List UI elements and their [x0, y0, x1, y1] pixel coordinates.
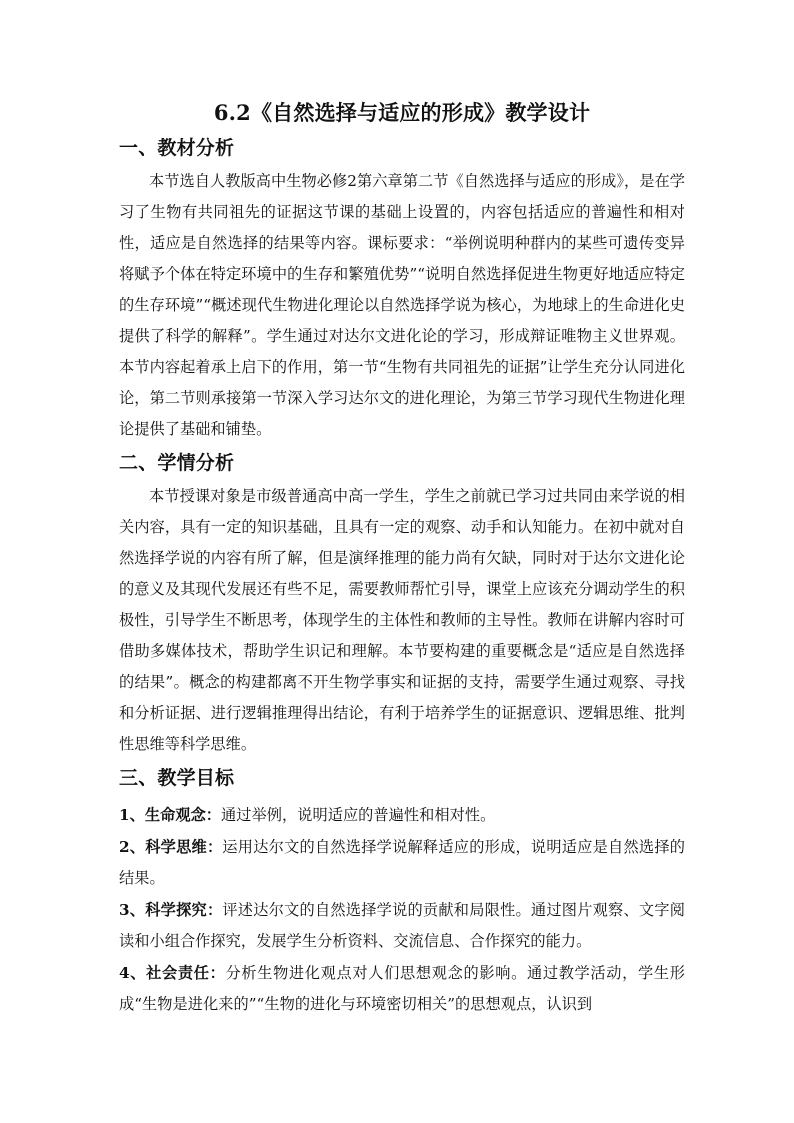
- goal-text: 评述达尔文的自然选择学说的贡献和局限性。通过图片观察、文字阅读和小组合作探究，发展学生分析资料、交流信息、合作探究的能力。: [119, 900, 686, 950]
- teaching-goals-list: [119, 800, 685, 1021]
- goal-label: 3、科学探究：: [119, 900, 223, 919]
- goal-text: 通过举例，说明适应的普遍性和相对性。: [221, 806, 496, 824]
- document-content: [119, 96, 685, 1021]
- student-analysis-paragraph: 本节授课对象是市级普通高中高一学生，学生之前就已学习过共同由来学说的相关内容，具有一定的知识基础，且具有一定的观察、动手和认知能力。在初中就对自然选择学说的内容有所了解，但是演绎推理的能力尚有欠缺，同时对于达尔文进化论的意义及其现代发展还有些不足，需要教师帮忙引导，课堂上应该充分调动学生的积极性，引导学生不断思考，体现学生的主体性和教师的主导性。教师在讲解内容时可借助多媒体技术，帮助学生识记和理解。本节要构建的重要概念是“适应是自然选择的结果”。概念的构建都离不开生物学事实和证据的支持，需要学生通过观察、寻找和分析证据、进行逻辑推理得出结论，有利于培养学生的证据意识、逻辑思维、批判性思维等科学思维。: [119, 487, 685, 753]
- textbook-analysis-paragraph: 本节选自人教版高中生物必修2第六章第二节《自然选择与适应的形成》，是在学习了生物有共同祖先的证据这节课的基础上设置的，内容包括适应的普遍性和相对性，适应是自然选择的结果等内容。课标要求：“举例说明种群内的某些可遗传变异将赋予个体在特定环境中的生存和繁殖优势”“说明自然选择促进生物更好地适应特定的生存环境”“概述现代生物进化理论以自然选择学说为核心，为地球上的生命进化史提供了科学的解释”。学生通过对达尔文进化论的学习，形成辩证唯物主义世界观。本节内容起着承上启下的作用，第一节“生物有共同祖先的证据”让学生充分认同进化论，第二节则承接第一节深入学习达尔文的进化理论，为第三节学习现代生物进化理论提供了基础和铺垫。: [119, 172, 685, 438]
- goal-item-scientific-inquiry: [119, 895, 685, 958]
- section-heading-teaching-goals: 三、教学目标: [119, 767, 235, 789]
- goal-label: 2、科学思维：: [119, 837, 223, 856]
- goal-text: 分析生物进化观点对人们思想观念的影响。通过教学活动，学生形成“生物是进化来的”“生物的进化与环境密切相关”的思想观点，认识到: [119, 963, 686, 1013]
- page-title: 6.2《自然选择与适应的形成》教学设计: [213, 100, 591, 125]
- goal-label: 1、生命观念：: [119, 806, 222, 824]
- section-heading-textbook-analysis: 一、教材分析: [119, 137, 235, 159]
- goal-text: 运用达尔文的自然选择学说解释适应的形成，说明适应是自然选择的结果。: [119, 837, 686, 887]
- goal-item-social-responsibility: [119, 958, 685, 1021]
- goal-item-scientific-thinking: [119, 832, 685, 895]
- goal-item-life-concept: [119, 800, 685, 832]
- section-heading-student-analysis: 二、学情分析: [119, 452, 235, 474]
- goal-label: 4、社会责任：: [119, 963, 226, 982]
